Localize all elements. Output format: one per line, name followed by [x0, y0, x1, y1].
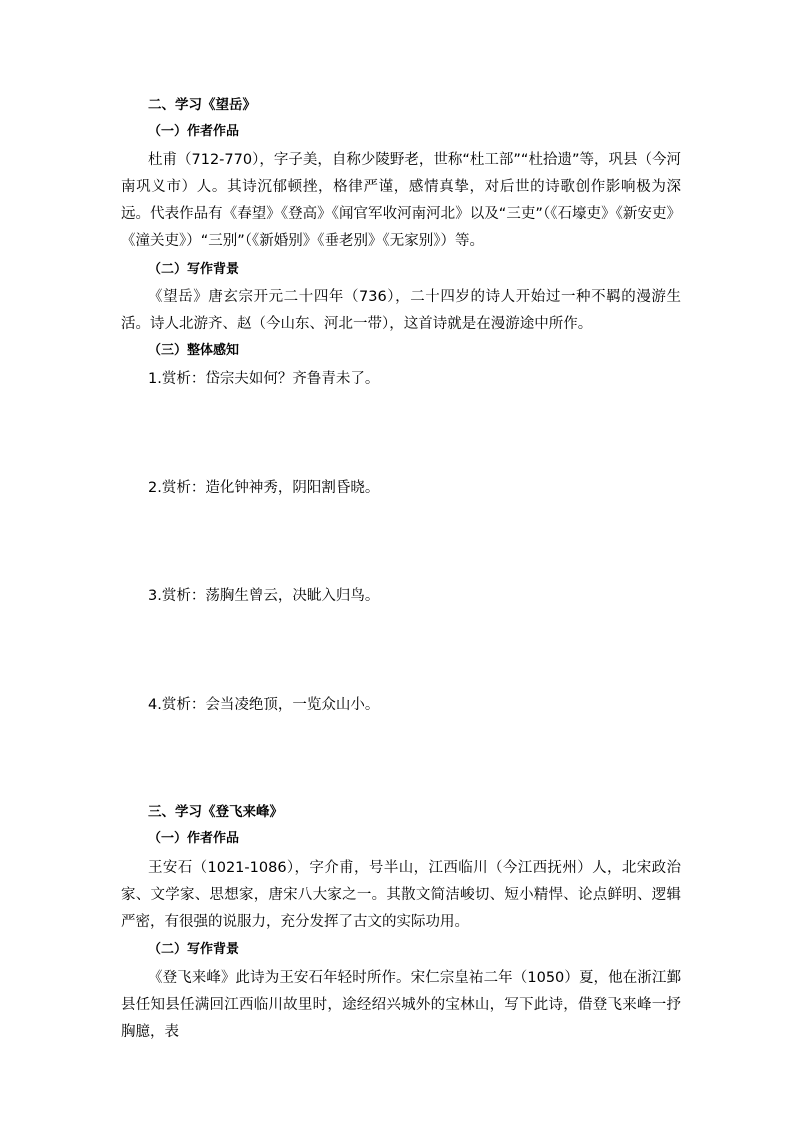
section-3-title: 三、学习《登飞来峰》 — [148, 804, 283, 820]
section-2-author-paragraph: 杜甫（712-770），字子美，自称少陵野老，世称“杜工部”“杜拾遗”等，巩县（今河南巩义市）人。其诗沉郁顿挫，格律严谨，感情真挚，对后世的诗歌创作影响极为深远。代表作品有《春望》《登高》《闻官军收河南河北》以及“三吏”（《石壕吏》《新安吏》《潼关吏》）“三别”（《新婚别》《垂老别》《无家别》）等。 — [121, 152, 681, 249]
section-3-author-heading: （一）作者作品 — [148, 831, 240, 846]
section-3-author-paragraph: 王安石（1021-1086），字介甫，号半山，江西临川（今江西抚州）人，北宋政治家、文学家、思想家，唐宋八大家之一。其散文简洁峻切、短小精悍、论点鲜明、逻辑严密，有很强的说服力，充分发挥了古文的实际功用。 — [121, 860, 681, 930]
section-2-title: 二、学习《望岳》 — [148, 97, 256, 113]
appreciation-item-2: 2.赏析：造化钟神秀，阴阳割昏晓。 — [148, 480, 380, 496]
appreciation-item-1: 1.赏析：岱宗夫如何？齐鲁青未了。 — [148, 371, 380, 387]
appreciation-item-3: 3.赏析：荡胸生曾云，决眦入归鸟。 — [148, 588, 380, 604]
appreciation-item-4: 4.赏析：会当凌绝顶，一览众山小。 — [148, 697, 380, 713]
section-2-author-heading: （一）作者作品 — [148, 124, 240, 139]
section-3-background-paragraph: 《登飞来峰》此诗为王安石年轻时所作。宋仁宗皇祐二年（1050）夏，他在浙江鄞县任知县任满回江西临川故里时，途经绍兴城外的宝林山，写下此诗，借登飞来峰一抒胸臆，表 — [121, 970, 681, 1040]
section-2-background-heading: （二）写作背景 — [148, 262, 240, 277]
section-2-overall-heading: （三）整体感知 — [148, 343, 240, 358]
section-2-background-paragraph: 《望岳》唐玄宗开元二十四年（736），二十四岁的诗人开始过一种不羁的漫游生活。诗人北游齐、赵（今山东、河北一带），这首诗就是在漫游途中所作。 — [121, 289, 681, 332]
section-3-background-heading: （二）写作背景 — [148, 942, 240, 957]
